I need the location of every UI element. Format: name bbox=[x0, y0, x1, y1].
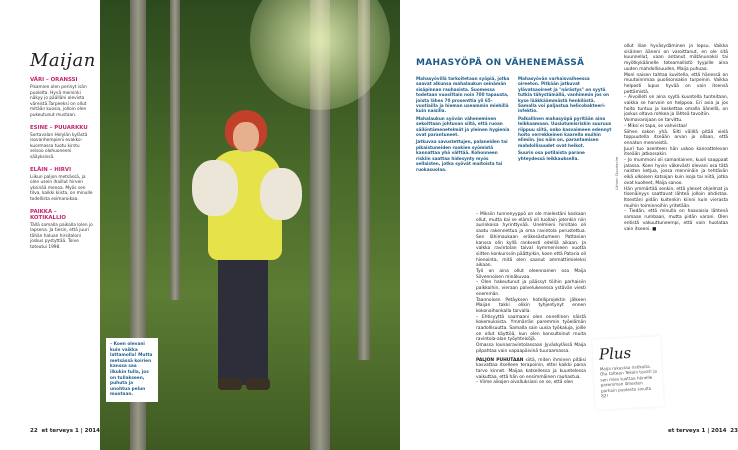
info-paragraph: Jatkuvaa savustettujen, palaneiden tai pikaistuneiden ruokien syömistä kannattaa yhä välttää. Kohonneen riskiin saattaa hidesynty myös sellaisten, jotka syövät maitoista tai ruokasuolaa. bbox=[416, 139, 508, 172]
body-paragraph: – Aivoilleti on aina syytä kuuntella tunteitaan, vaikka se harvoin on helppoa. Eri asia ja jos hoito tuntuu ja koskettaa omalla äänellä, on joskus oltava rohkea ja lähteä tavoitiin. bbox=[624, 95, 728, 118]
info-paragraph: Palkallinen mahasyöpä pyritään aina leikkaamaan. Uusiutumisriskin suuruus riippuu siitä, onko kasvaimeen edennyt hoito verrekkeinen kaarella muihin elimiin. Jos näin on, parantamisen mahdollisuudet ovat heikot. bbox=[518, 115, 612, 148]
body-paragraph: Voimavarojaan on tarvittu. bbox=[624, 118, 683, 124]
info-paragraph: Mahalaukun syövän väheneminen sekoittaan johtuvan siitä, että ruoan säilöntämenetelmät ja yleinen hygienia ovat parantuneet. bbox=[416, 115, 510, 138]
body-paragraph: – Miksi ei tapa, se vahvistaa! bbox=[624, 123, 688, 129]
info-columns bbox=[416, 76, 612, 174]
sidebar-section-text: Tällä samalla paikalla lolen jo lapsena. Ja tiesin, että juuri tähän haluan hirsitaloni joskus pystyttää. Toive toteutui 1998. bbox=[30, 222, 93, 250]
body-paragraph: – Miksiin tunnenyyppö on ole mielestäni koskaan ollut, mutta kai se elämä oli tuollain jotenkin niin aurinkoisa hyrinttyvää. Unelmieni hirsitalo oli saatu rakennettua ja oma ravintola perustettua. Sen lähimaukaan eräkesästumeen Pattanian kanssa olin kyllä ranksesti edelliä aikaan. Ja valkka ravintolan taival kymmeniseen vuotta siitten konkurssiin päättyikin, koen että Pataria oli hienointa, mitä olen saanut ammattimieleksi aikaan. bbox=[476, 212, 586, 269]
issue-label: 1 | 2014 bbox=[701, 428, 727, 434]
body-paragraph: ollut liian hyväsydäminen ja lepsu. Vaikka sisäinen ääneni on varoittanut, en ole sitä kuunnellut, vaan antanut mätänunaksi tai myötkykäänelle toteamallistö tyypille aina uuden mahdollisuuden, Maija puhuaa. bbox=[624, 44, 728, 72]
dog-right bbox=[260, 168, 302, 220]
sidebar-section-head: PAIKKA – KOTIKALLIO bbox=[30, 208, 67, 221]
article-page bbox=[400, 0, 738, 450]
body-subhead-text: siitä, miten ihminen pitäisi kasvattaa itselleen terapoinin, ettei kaikki paina tarvo kinnet. Maijaa katsellessa ja kuuntelessa vaikuttaa, että hän on ensimmäinen rauhastua. bbox=[476, 357, 586, 380]
dog-left bbox=[192, 160, 238, 216]
body-paragraph: – Olen hakeutunut ja päässyt töihin parhaisiin paikkoihin, vieraan palvelukesessa ystävän viesti enemmän. bbox=[476, 280, 586, 297]
photo-credit: Lähde: Duodecim bbox=[614, 156, 619, 190]
person-face bbox=[233, 122, 259, 152]
plus-box bbox=[592, 336, 664, 409]
body-subhead-paragraph bbox=[476, 358, 586, 381]
person-legs bbox=[218, 255, 268, 385]
person-shoe bbox=[246, 378, 270, 390]
plus-text: Maija rakastaa ristikoita. Ota talteen Tekoin tavat! ja sen mies tuottaa hänelle paremman lähesten parhain puolesta sivulta 82! bbox=[599, 363, 658, 399]
info-headline: MAHASYÖPÄ ON VÄHENEMÄSSÄ bbox=[416, 58, 585, 68]
sidebar-title: Maijan bbox=[30, 50, 96, 71]
magazine-name: et terveys bbox=[41, 428, 74, 434]
sidebar-section-head: ESINE – PUUARKKU bbox=[30, 124, 88, 131]
body-column-middle bbox=[476, 212, 586, 386]
info-paragraph: Mahasyövän varhaisvaiheessa oireeton. Pitkään jatkuvat ylävatsaoireet ja "närästys" on syytä tutkia tähystämällä, vanhimmin jos on kyse lääkkäämmästä henkilöstä. Samalla voi paljastua helicobakteeri-infektio. bbox=[518, 76, 609, 114]
issue-label: 1 | 2014 bbox=[74, 428, 100, 434]
body-paragraph: Taannoisen Petäyksen hotelliprojektin jälkeen Maijan takki olikin tyhjentynyt ennen kokonaihonkalla tarvalla. bbox=[476, 297, 586, 314]
body-paragraph: – Ehtisyyttä saamaani olen onnellinen näistä kokemuksista. Ymmärrän paremmin työelämän raadollisuutta. Samalla sain uusia työkaluja, joille on ollut käyttöä, kun olen konsultoinut muita ravintola-alan työyhteisöjä. bbox=[476, 314, 586, 343]
body-paragraph: – Viime aikojen oivalluksiani on se, että olen bbox=[476, 380, 574, 386]
page-number: 23 bbox=[730, 428, 738, 434]
magazine-name: et terveys bbox=[668, 428, 700, 434]
photo-caption: – Koen olevani kuin vaikka lattamolla! Mutta metsässä koirien kanssa saa ilkukin tulla, jos on tullakseen, puhuta ja unohtua pelun muotaan. bbox=[106, 338, 158, 402]
info-paragraph: Mahasyövillä tarkoitetaan syöpiä, jotka saavat alkunsa mahalaukun seinämän sisäpinnan rauhasista. Suomessa todetaan vuosittain noin 700 tapausta, joista lähes 70 prosenttia yli 65-vuotiailla ja hieman useammin miehillä kuin naisilla. bbox=[416, 76, 510, 114]
sidebar-section-text: Pisamien olen perinyt isän puolelta. Hyvä meininki näkyy jo päälläni olevista väreistä.Tarpeeksi on ollut mitään kuosia, jolloin olen pukeutunut mustaan. bbox=[30, 85, 87, 118]
body-paragraph: Hän ymmärtää senkin, että yleiset ohjelmat ja tisenäinyys saattavat lähteä jolloin ahdistaa. Itsestäni pidän kuitenkin kiinni kuin vierasta muihin toiminnoihin yritetään. bbox=[624, 186, 728, 209]
info-column-2 bbox=[518, 76, 612, 174]
info-column-1 bbox=[416, 76, 510, 174]
sidebar-section-text: Sortavalan Helylän kylästä isovanhempieni evakko-kuormassa tuotu kirstu seisoo olohuoneeni sääyksissä. bbox=[30, 132, 88, 160]
plus-title: Plus bbox=[598, 343, 632, 364]
tree-trunk bbox=[170, 0, 180, 300]
sidebar-section-text: Liikun paljon metsässä, ja olen usein ihaillut hirven yksinää menoa. Myös sen tilva, kaikki kiista, on minulle todellista esimaroikaa. bbox=[30, 174, 93, 202]
person-shoe bbox=[218, 378, 242, 390]
body-paragraph: Moni naisen tahtaa kuvitella, että hänessä on muutoinnmaa puolisonsakin turpeinin. Vaikka helposti lupus hyvää on vain itsensä pettämistä. bbox=[624, 72, 728, 95]
body-paragraph: Työ on aina ollut oleennainen osa Maija Silvennoisen minäkuvaa. bbox=[476, 269, 586, 280]
page-number-left bbox=[30, 428, 100, 434]
body-paragraph: Omassa lounasravintolassaan Jyväskylässä Maija pilpahtaa vain vapaapäivinä tuuraamassa. bbox=[476, 343, 586, 354]
sidebar bbox=[0, 0, 100, 450]
body-subhead: PALJON PUHUTAAN bbox=[476, 357, 524, 363]
body-paragraph: Siihen sakon yhä. Silti välillä pitää vielä toppuutella itseään arvan jo ollaan, että ennaton menneistä. bbox=[624, 129, 728, 146]
body-column-right bbox=[624, 44, 728, 232]
info-paragraph: Suurin osa potilaista parane yhteydessä leikkauksella. bbox=[518, 150, 585, 161]
sidebar-section-head: VÄRI – ORANSSI bbox=[30, 77, 78, 83]
page-number: 22 bbox=[30, 428, 38, 434]
info-box bbox=[400, 40, 624, 214]
sidebar-section-head: ELÄIN – HIRVI bbox=[30, 166, 72, 173]
body-paragraph: – Tiedän, että minulla on haavaisia lähtenä samaan rumbaan, mutta pidän varani. Olen entistä vakuuttuneempi, että voin huolataa vain itseeni. ■ bbox=[624, 209, 728, 232]
body-paragraph: – Jo mummoni oli samanlainen, kuoli saappaat jalassa. Koen hyvin väkevästi olevani osa tätä naisten ketjua, jossa menninäin ja tehtävän eikä ulkoisen katsojan kuin isoja tai niitä, jotka ovat kuolleet, Maija sanoo. bbox=[624, 158, 728, 186]
body-paragraph: Juuri tuo asenteen hän uskoo kannattelevan itseään jatkossakin. bbox=[624, 146, 728, 158]
